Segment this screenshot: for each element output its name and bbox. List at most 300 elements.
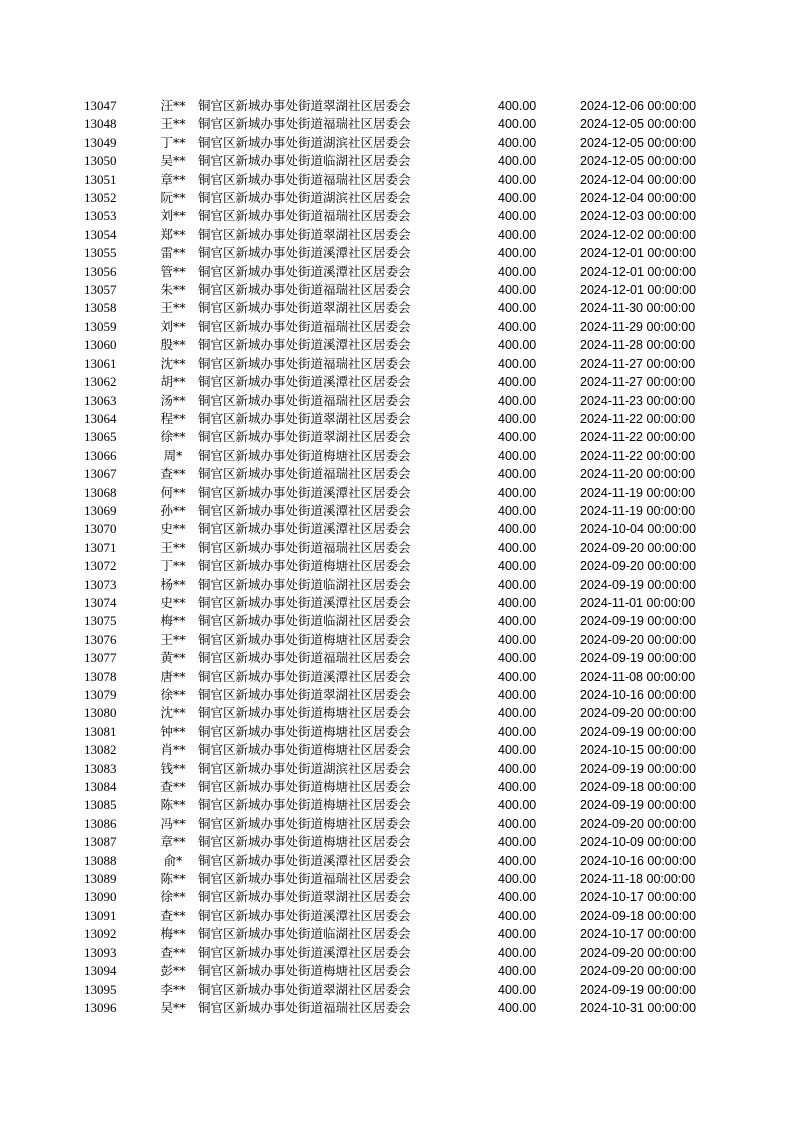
table-row — [84, 999, 720, 1017]
table-row — [84, 318, 720, 336]
organization-cell: 铜官区新城办事处街道溪潭社区居委会 — [198, 907, 411, 923]
amount-cell: 400.00 — [498, 172, 537, 187]
date-cell: 2024-10-31 00:00:00 — [580, 1000, 697, 1015]
recipient-name-cell: 沈** — [160, 705, 186, 721]
table-row — [84, 244, 720, 262]
amount-cell: 400.00 — [498, 338, 537, 353]
date-cell: 2024-11-27 00:00:00 — [580, 375, 696, 390]
amount-cell: 400.00 — [498, 448, 537, 463]
organization-cell: 铜官区新城办事处街道湖滨社区居委会 — [198, 134, 411, 150]
amount-cell: 400.00 — [498, 614, 537, 629]
record-id-cell: 13079 — [84, 687, 117, 702]
amount-cell: 400.00 — [498, 651, 537, 666]
recipient-name-cell: 杨** — [160, 576, 186, 592]
table-row — [84, 189, 720, 207]
record-id-cell: 13087 — [84, 834, 117, 850]
table-row — [84, 134, 720, 152]
recipient-name-cell: 周* — [163, 447, 183, 463]
table-row — [84, 557, 720, 575]
recipient-name-cell: 刘** — [160, 318, 186, 334]
organization-cell: 铜官区新城办事处街道梅塘社区居委会 — [198, 742, 411, 758]
record-id-cell: 13096 — [84, 999, 117, 1015]
organization-cell: 铜官区新城办事处街道翠湖社区居委会 — [198, 981, 411, 997]
recipient-name-cell: 郑** — [160, 226, 186, 242]
recipient-name-cell: 丁** — [160, 134, 186, 150]
table-row — [84, 631, 720, 649]
amount-cell: 400.00 — [498, 724, 537, 739]
record-id-cell: 13047 — [84, 98, 117, 113]
date-cell: 2024-09-20 00:00:00 — [580, 945, 697, 960]
date-cell: 2024-12-03 00:00:00 — [580, 209, 697, 224]
recipient-name-cell: 李** — [160, 981, 186, 997]
record-id-cell: 13051 — [84, 171, 117, 187]
date-cell: 2024-09-19 00:00:00 — [580, 761, 697, 776]
amount-cell: 400.00 — [498, 669, 537, 684]
records-table-body — [84, 97, 720, 1017]
table-row — [84, 447, 720, 465]
table-row — [84, 981, 720, 999]
amount-cell: 400.00 — [498, 393, 537, 408]
date-cell: 2024-11-08 00:00:00 — [580, 669, 696, 684]
recipient-name-cell: 俞* — [163, 852, 183, 868]
amount-cell: 400.00 — [498, 522, 537, 537]
date-cell: 2024-12-01 00:00:00 — [580, 246, 697, 261]
date-cell: 2024-11-22 00:00:00 — [580, 448, 696, 463]
table-row — [84, 484, 720, 502]
table-row — [84, 502, 720, 520]
record-id-cell: 13073 — [84, 576, 117, 592]
amount-cell: 400.00 — [498, 982, 537, 997]
record-id-cell: 13059 — [84, 318, 117, 334]
recipient-name-cell: 黄** — [160, 650, 186, 666]
table-row — [84, 392, 720, 410]
record-id-cell: 13048 — [84, 116, 117, 132]
amount-cell: 400.00 — [498, 209, 537, 224]
table-row — [84, 852, 720, 870]
amount-cell: 400.00 — [498, 761, 537, 776]
date-cell: 2024-09-18 00:00:00 — [580, 908, 697, 923]
table-row — [84, 281, 720, 299]
date-cell: 2024-09-20 00:00:00 — [580, 559, 697, 574]
table-row — [84, 263, 720, 281]
date-cell: 2024-12-02 00:00:00 — [580, 227, 697, 242]
recipient-name-cell: 梅** — [160, 926, 186, 942]
date-cell: 2024-10-16 00:00:00 — [580, 688, 697, 702]
recipient-name-cell: 徐** — [160, 429, 186, 445]
record-id-cell: 13093 — [84, 944, 117, 960]
amount-cell: 400.00 — [498, 632, 537, 647]
recipient-name-cell: 彭** — [160, 963, 186, 979]
table-row — [84, 686, 720, 704]
date-cell: 2024-09-19 00:00:00 — [580, 577, 697, 592]
organization-cell: 铜官区新城办事处街道溪潭社区居委会 — [198, 374, 411, 390]
date-cell: 2024-09-19 00:00:00 — [580, 724, 697, 739]
table-row — [84, 336, 720, 354]
record-id-cell: 13064 — [84, 410, 117, 426]
record-id-cell: 13084 — [84, 779, 117, 795]
amount-cell: 400.00 — [498, 577, 537, 592]
record-id-cell: 13076 — [84, 631, 117, 647]
recipient-name-cell: 管** — [160, 263, 186, 279]
recipient-name-cell: 钟** — [160, 723, 186, 739]
recipient-name-cell: 章** — [160, 834, 186, 850]
record-id-cell: 13063 — [84, 392, 117, 408]
organization-cell: 铜官区新城办事处街道福瑞社区居委会 — [198, 650, 411, 666]
record-id-cell: 13070 — [84, 521, 117, 537]
amount-cell: 400.00 — [498, 485, 537, 500]
date-cell: 2024-12-01 00:00:00 — [580, 264, 697, 279]
organization-cell: 铜官区新城办事处街道梅塘社区居委会 — [198, 723, 411, 739]
amount-cell: 400.00 — [498, 99, 537, 113]
recipient-name-cell: 钱** — [160, 760, 186, 776]
date-cell: 2024-10-04 00:00:00 — [580, 522, 697, 537]
date-cell: 2024-09-20 00:00:00 — [580, 706, 697, 721]
recipient-name-cell: 吴** — [160, 153, 186, 169]
organization-cell: 铜官区新城办事处街道福瑞社区居委会 — [198, 171, 411, 187]
organization-cell: 铜官区新城办事处街道翠湖社区居委会 — [198, 410, 411, 426]
amount-cell: 400.00 — [498, 264, 537, 279]
table-row — [84, 410, 720, 428]
recipient-name-cell: 胡** — [160, 374, 186, 390]
amount-cell: 400.00 — [498, 1000, 537, 1015]
table-row — [84, 760, 720, 778]
table-row — [84, 907, 720, 925]
date-cell: 2024-12-05 00:00:00 — [580, 135, 697, 150]
amount-cell: 400.00 — [498, 890, 537, 905]
record-id-cell: 13074 — [84, 594, 117, 610]
record-id-cell: 13090 — [84, 889, 117, 905]
recipient-name-cell: 王** — [160, 539, 186, 555]
organization-cell: 铜官区新城办事处街道临湖社区居委会 — [198, 153, 411, 169]
date-cell: 2024-12-05 00:00:00 — [580, 154, 697, 169]
amount-cell: 400.00 — [498, 780, 537, 795]
organization-cell: 铜官区新城办事处街道福瑞社区居委会 — [198, 282, 411, 298]
record-id-cell: 13053 — [84, 208, 117, 224]
organization-cell: 铜官区新城办事处街道梅塘社区居委会 — [198, 705, 411, 721]
record-id-cell: 13078 — [84, 668, 117, 684]
organization-cell: 铜官区新城办事处街道福瑞社区居委会 — [198, 116, 411, 132]
date-cell: 2024-09-20 00:00:00 — [580, 632, 697, 647]
table-row — [84, 668, 720, 686]
record-id-cell: 13062 — [84, 374, 117, 390]
date-cell: 2024-12-04 00:00:00 — [580, 191, 697, 206]
record-id-cell: 13085 — [84, 797, 117, 813]
date-cell: 2024-09-20 00:00:00 — [580, 540, 697, 555]
record-id-cell: 13055 — [84, 245, 117, 261]
table-row — [84, 152, 720, 170]
organization-cell: 铜官区新城办事处街道翠湖社区居委会 — [198, 889, 411, 905]
organization-cell: 铜官区新城办事处街道溪潭社区居委会 — [198, 852, 411, 868]
date-cell: 2024-10-17 00:00:00 — [580, 890, 697, 905]
table-row — [84, 171, 720, 189]
recipient-name-cell: 冯** — [160, 815, 186, 831]
organization-cell: 铜官区新城办事处街道溪潭社区居委会 — [198, 337, 411, 353]
record-id-cell: 13082 — [84, 742, 117, 758]
organization-cell: 铜官区新城办事处街道临湖社区居委会 — [198, 926, 411, 942]
date-cell: 2024-11-28 00:00:00 — [580, 338, 696, 353]
table-row — [84, 594, 720, 612]
record-id-cell: 13081 — [84, 723, 117, 739]
recipient-name-cell: 王** — [160, 631, 186, 647]
recipient-name-cell: 朱** — [160, 282, 186, 298]
organization-cell: 铜官区新城办事处街道梅塘社区居委会 — [198, 815, 411, 831]
recipient-name-cell: 刘** — [160, 208, 186, 224]
record-id-cell: 13060 — [84, 337, 117, 353]
table-row — [84, 833, 720, 851]
organization-cell: 铜官区新城办事处街道溪潭社区居委会 — [198, 502, 411, 518]
recipient-name-cell: 阮** — [160, 190, 186, 206]
date-cell: 2024-09-20 00:00:00 — [580, 816, 697, 831]
organization-cell: 铜官区新城办事处街道梅塘社区居委会 — [198, 797, 411, 813]
table-row — [84, 465, 720, 483]
organization-cell: 铜官区新城办事处街道湖滨社区居委会 — [198, 760, 411, 776]
table-row — [84, 612, 720, 630]
amount-cell: 400.00 — [498, 908, 537, 923]
date-cell: 2024-12-01 00:00:00 — [580, 283, 697, 298]
recipient-name-cell: 徐** — [160, 889, 186, 905]
date-cell: 2024-09-19 00:00:00 — [580, 798, 697, 813]
table-row — [84, 741, 720, 759]
recipient-name-cell: 梅** — [160, 613, 186, 629]
date-cell: 2024-11-20 00:00:00 — [580, 467, 696, 482]
organization-cell: 铜官区新城办事处街道溪潭社区居委会 — [198, 521, 411, 537]
table-row — [84, 925, 720, 943]
date-cell: 2024-09-19 00:00:00 — [580, 982, 697, 997]
record-id-cell: 13054 — [84, 226, 117, 242]
amount-cell: 400.00 — [498, 283, 537, 298]
recipient-name-cell: 雷** — [160, 245, 186, 261]
table-row — [84, 428, 720, 446]
recipient-name-cell: 程** — [160, 410, 186, 426]
organization-cell: 铜官区新城办事处街道临湖社区居委会 — [198, 613, 411, 629]
table-row — [84, 723, 720, 741]
table-row — [84, 207, 720, 225]
amount-cell: 400.00 — [498, 411, 537, 426]
table-row — [84, 299, 720, 317]
recipient-name-cell: 徐** — [160, 687, 186, 702]
amount-cell: 400.00 — [498, 154, 537, 169]
organization-cell: 铜官区新城办事处街道福瑞社区居委会 — [198, 318, 411, 334]
table-row — [84, 539, 720, 557]
recipient-name-cell: 史** — [160, 521, 186, 537]
date-cell: 2024-11-19 00:00:00 — [580, 485, 696, 500]
organization-cell: 铜官区新城办事处街道翠湖社区居委会 — [198, 429, 411, 445]
date-cell: 2024-12-06 00:00:00 — [580, 99, 697, 113]
record-id-cell: 13077 — [84, 650, 117, 666]
recipient-name-cell: 查** — [160, 944, 186, 960]
table-row — [84, 870, 720, 888]
table-row — [84, 815, 720, 833]
organization-cell: 铜官区新城办事处街道临湖社区居委会 — [198, 576, 411, 592]
amount-cell: 400.00 — [498, 135, 537, 150]
recipient-name-cell: 汤** — [160, 392, 186, 408]
table-row — [84, 796, 720, 814]
amount-cell: 400.00 — [498, 503, 537, 518]
recipient-name-cell: 沈** — [160, 355, 186, 371]
date-cell: 2024-09-20 00:00:00 — [580, 964, 697, 979]
recipient-name-cell: 章** — [160, 171, 186, 187]
record-id-cell: 13075 — [84, 613, 117, 629]
amount-cell: 400.00 — [498, 945, 537, 960]
recipient-name-cell: 汪** — [160, 98, 186, 113]
record-id-cell: 13092 — [84, 926, 117, 942]
record-id-cell: 13088 — [84, 852, 117, 868]
amount-cell: 400.00 — [498, 540, 537, 555]
organization-cell: 铜官区新城办事处街道翠湖社区居委会 — [198, 687, 411, 702]
table-row — [84, 888, 720, 906]
organization-cell: 铜官区新城办事处街道福瑞社区居委会 — [198, 392, 411, 408]
date-cell: 2024-11-22 00:00:00 — [580, 411, 696, 426]
recipient-name-cell: 孙** — [160, 502, 186, 518]
record-id-cell: 13058 — [84, 300, 117, 316]
record-id-cell: 13083 — [84, 760, 117, 776]
organization-cell: 铜官区新城办事处街道溪潭社区居委会 — [198, 944, 411, 960]
organization-cell: 铜官区新城办事处街道福瑞社区居委会 — [198, 208, 411, 224]
amount-cell: 400.00 — [498, 117, 537, 132]
date-cell: 2024-11-29 00:00:00 — [580, 319, 696, 334]
organization-cell: 铜官区新城办事处街道梅塘社区居委会 — [198, 779, 411, 795]
organization-cell: 铜官区新城办事处街道梅塘社区居委会 — [198, 447, 411, 463]
date-cell: 2024-11-18 00:00:00 — [580, 872, 696, 887]
organization-cell: 铜官区新城办事处街道溪潭社区居委会 — [198, 245, 411, 261]
amount-cell: 400.00 — [498, 319, 537, 334]
record-id-cell: 13089 — [84, 871, 117, 887]
recipient-name-cell: 王** — [160, 300, 186, 316]
organization-cell: 铜官区新城办事处街道梅塘社区居委会 — [198, 834, 411, 850]
recipient-name-cell: 丁** — [160, 558, 186, 574]
organization-cell: 铜官区新城办事处街道福瑞社区居委会 — [198, 355, 411, 371]
organization-cell: 铜官区新城办事处街道翠湖社区居委会 — [198, 226, 411, 242]
date-cell: 2024-11-01 00:00:00 — [580, 595, 696, 610]
organization-cell: 铜官区新城办事处街道梅塘社区居委会 — [198, 631, 411, 647]
amount-cell: 400.00 — [498, 927, 537, 942]
record-id-cell: 13086 — [84, 815, 117, 831]
record-id-cell: 13080 — [84, 705, 117, 721]
record-id-cell: 13066 — [84, 447, 117, 463]
table-row — [84, 373, 720, 391]
record-id-cell: 13050 — [84, 153, 117, 169]
table-row — [84, 355, 720, 373]
record-id-cell: 13052 — [84, 190, 117, 206]
recipient-name-cell: 陈** — [160, 797, 186, 813]
organization-cell: 铜官区新城办事处街道翠湖社区居委会 — [198, 98, 411, 113]
record-id-cell: 13061 — [84, 355, 117, 371]
recipient-name-cell: 何** — [160, 484, 186, 500]
recipient-name-cell: 查** — [160, 466, 186, 482]
amount-cell: 400.00 — [498, 227, 537, 242]
organization-cell: 铜官区新城办事处街道福瑞社区居委会 — [198, 999, 411, 1015]
table-row — [84, 944, 720, 962]
date-cell: 2024-11-23 00:00:00 — [580, 393, 696, 408]
organization-cell: 铜官区新城办事处街道溪潭社区居委会 — [198, 668, 411, 684]
date-cell: 2024-12-05 00:00:00 — [580, 117, 697, 132]
table-row — [84, 704, 720, 722]
date-cell: 2024-11-30 00:00:00 — [580, 301, 696, 316]
table-row — [84, 778, 720, 796]
table-row — [84, 226, 720, 244]
record-id-cell: 13095 — [84, 981, 117, 997]
recipient-name-cell: 查** — [160, 779, 186, 795]
record-id-cell: 13056 — [84, 263, 117, 279]
table-row — [84, 115, 720, 133]
recipient-name-cell: 史** — [160, 594, 186, 610]
recipient-name-cell: 肖** — [160, 742, 186, 758]
organization-cell: 铜官区新城办事处街道梅塘社区居委会 — [198, 558, 411, 574]
record-id-cell: 13068 — [84, 484, 117, 500]
record-id-cell: 13065 — [84, 429, 117, 445]
record-id-cell: 13071 — [84, 539, 117, 555]
date-cell: 2024-10-16 00:00:00 — [580, 853, 697, 868]
amount-cell: 400.00 — [498, 706, 537, 721]
organization-cell: 铜官区新城办事处街道翠湖社区居委会 — [198, 300, 411, 316]
record-id-cell: 13072 — [84, 558, 117, 574]
date-cell: 2024-11-22 00:00:00 — [580, 430, 696, 445]
recipient-name-cell: 陈** — [160, 871, 186, 887]
date-cell: 2024-09-18 00:00:00 — [580, 780, 697, 795]
amount-cell: 400.00 — [498, 301, 537, 316]
organization-cell: 铜官区新城办事处街道梅塘社区居委会 — [198, 963, 411, 979]
recipient-name-cell: 唐** — [160, 668, 186, 684]
table-row — [84, 97, 720, 115]
amount-cell: 400.00 — [498, 688, 537, 702]
record-id-cell: 13069 — [84, 502, 117, 518]
organization-cell: 铜官区新城办事处街道溪潭社区居委会 — [198, 484, 411, 500]
amount-cell: 400.00 — [498, 743, 537, 758]
table-row — [84, 962, 720, 980]
table-row — [84, 649, 720, 667]
amount-cell: 400.00 — [498, 559, 537, 574]
date-cell: 2024-11-27 00:00:00 — [580, 356, 696, 371]
amount-cell: 400.00 — [498, 430, 537, 445]
amount-cell: 400.00 — [498, 595, 537, 610]
record-id-cell: 13057 — [84, 282, 117, 298]
organization-cell: 铜官区新城办事处街道溪潭社区居委会 — [198, 263, 411, 279]
date-cell: 2024-09-19 00:00:00 — [580, 651, 697, 666]
recipient-name-cell: 王** — [160, 116, 186, 132]
amount-cell: 400.00 — [498, 467, 537, 482]
amount-cell: 400.00 — [498, 872, 537, 887]
table-row — [84, 576, 720, 594]
date-cell: 2024-12-04 00:00:00 — [580, 172, 697, 187]
organization-cell: 铜官区新城办事处街道湖滨社区居委会 — [198, 190, 411, 206]
amount-cell: 400.00 — [498, 964, 537, 979]
organization-cell: 铜官区新城办事处街道溪潭社区居委会 — [198, 594, 411, 610]
amount-cell: 400.00 — [498, 191, 537, 206]
recipient-name-cell: 查** — [160, 907, 186, 923]
record-id-cell: 13094 — [84, 963, 117, 979]
date-cell: 2024-10-15 00:00:00 — [580, 743, 697, 758]
organization-cell: 铜官区新城办事处街道福瑞社区居委会 — [198, 871, 411, 887]
record-id-cell: 13091 — [84, 907, 117, 923]
organization-cell: 铜官区新城办事处街道福瑞社区居委会 — [198, 539, 411, 555]
records-table — [84, 97, 720, 1017]
amount-cell: 400.00 — [498, 375, 537, 390]
amount-cell: 400.00 — [498, 853, 537, 868]
date-cell: 2024-10-09 00:00:00 — [580, 835, 697, 850]
date-cell: 2024-10-17 00:00:00 — [580, 927, 697, 942]
amount-cell: 400.00 — [498, 835, 537, 850]
record-id-cell: 13049 — [84, 134, 117, 150]
date-cell: 2024-11-19 00:00:00 — [580, 503, 696, 518]
amount-cell: 400.00 — [498, 798, 537, 813]
amount-cell: 400.00 — [498, 816, 537, 831]
amount-cell: 400.00 — [498, 356, 537, 371]
date-cell: 2024-09-19 00:00:00 — [580, 614, 697, 629]
organization-cell: 铜官区新城办事处街道福瑞社区居委会 — [198, 466, 411, 482]
record-id-cell: 13067 — [84, 466, 117, 482]
recipient-name-cell: 吴** — [160, 999, 186, 1015]
amount-cell: 400.00 — [498, 246, 537, 261]
